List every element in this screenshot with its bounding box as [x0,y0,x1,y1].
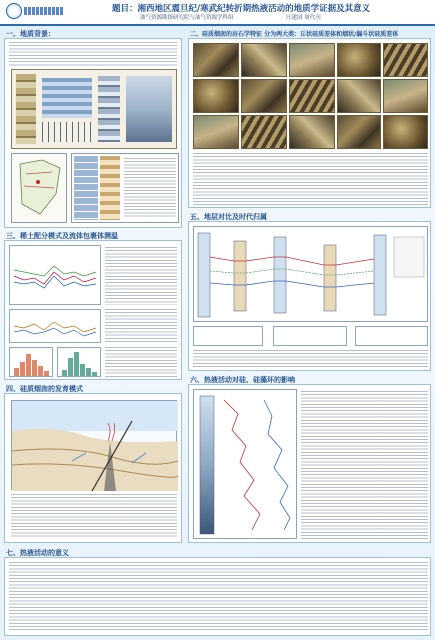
seal-icon [6,3,22,19]
section-2-panel [188,38,431,208]
section-2-title: 二、硅质烟囱的岩石学特征 分为两大类：丘状硅质差体和烟状/漏斗状硅质差体 [190,31,399,38]
photo-i [337,79,381,113]
photo-a [193,43,239,77]
section-7-title: 七、热液活动的意义 [6,549,69,557]
section-7-panel [4,557,431,636]
section-2-text [193,153,428,205]
photo-g [241,79,287,113]
affiliation: 油气资源勘探研究院与油气资源学科组 [140,15,234,21]
photo-e [383,43,428,77]
authors: 汪建国 周代刊 [286,15,321,21]
section-3-text-a [105,247,177,305]
silica-profile-svg [194,390,298,540]
correlation-svg [194,227,429,323]
section-4-text [11,494,177,538]
section-1-title: 一、地质背景： [6,30,55,38]
strat-section-2 [42,78,92,118]
photo-c [289,43,335,77]
chimney-model-diagram [11,400,177,490]
table-text [124,158,176,218]
strat-column-1 [16,74,36,144]
ree-lines [10,246,102,306]
column-comparison-b [273,326,347,346]
section-5-title: 五、地层对比及时代归属 [190,213,267,221]
ree-pattern-chart [9,245,101,305]
section-3-text-b [105,309,177,343]
section-6-panel [188,384,431,543]
section-3-text-c [105,347,177,377]
photo-h [289,79,335,113]
hist-bar [14,368,19,376]
photo-d [337,43,381,77]
hist-bar [80,364,85,376]
hist-bar [86,368,91,376]
section-1-panel [4,38,182,228]
hist-bar [68,358,73,376]
hist-bar [92,372,97,376]
strat-legend [42,122,92,142]
section-3-panel [4,240,182,380]
table-col-2 [100,156,120,220]
strat-column-3 [98,76,120,142]
section-5-panel [188,221,431,371]
section-3-title: 三、稀土配分模式及流体包裹体测温 [6,232,118,240]
photo-o [383,115,428,149]
photo-k [193,115,239,149]
photo-f [193,79,239,113]
institution-logo [6,3,64,19]
logo-wordmark [24,7,64,15]
hist-bar [62,370,67,376]
photo-n [337,115,381,149]
hist-bar [26,354,31,376]
section-1-text [9,42,177,66]
section-6-text [301,391,428,539]
chimney-model-svg [12,401,178,491]
hist-bar [44,371,49,376]
section-4-panel [4,393,182,543]
hist-bar [32,360,37,376]
hist-bar [74,352,79,376]
stratigraphic-correlation-figure [193,226,428,322]
location-map [11,153,67,223]
poster-header [0,0,435,26]
column-comparison-c [355,326,428,346]
photo-m [289,115,335,149]
section-4-title: 四、硅质烟囱的发育模式 [6,385,83,393]
hist-bar [38,366,43,376]
section-7-text [9,562,428,632]
strat-section-4 [126,76,172,142]
photo-b [241,43,287,77]
stratigraphy-table [71,153,179,223]
histogram-1 [9,347,53,377]
map-icon [12,154,68,224]
column-comparison-a [193,326,263,346]
poster-title: 题目：湘西地区震旦纪/寒武纪转折期热液活动的地质学证据及其意义 [112,4,371,14]
section-5-text [193,350,428,368]
table-col-1 [74,156,98,220]
ree-lines-2 [10,310,102,344]
stratigraphic-figure [11,69,177,149]
section-6-title: 六、热液活动对硅、硅藻环的影响 [190,376,295,384]
photo-l [241,115,287,149]
silica-profile-figure [193,389,297,539]
histogram-2 [57,347,101,377]
hist-bar [20,362,25,376]
ree-chart-2 [9,309,101,343]
photo-j [383,79,428,113]
